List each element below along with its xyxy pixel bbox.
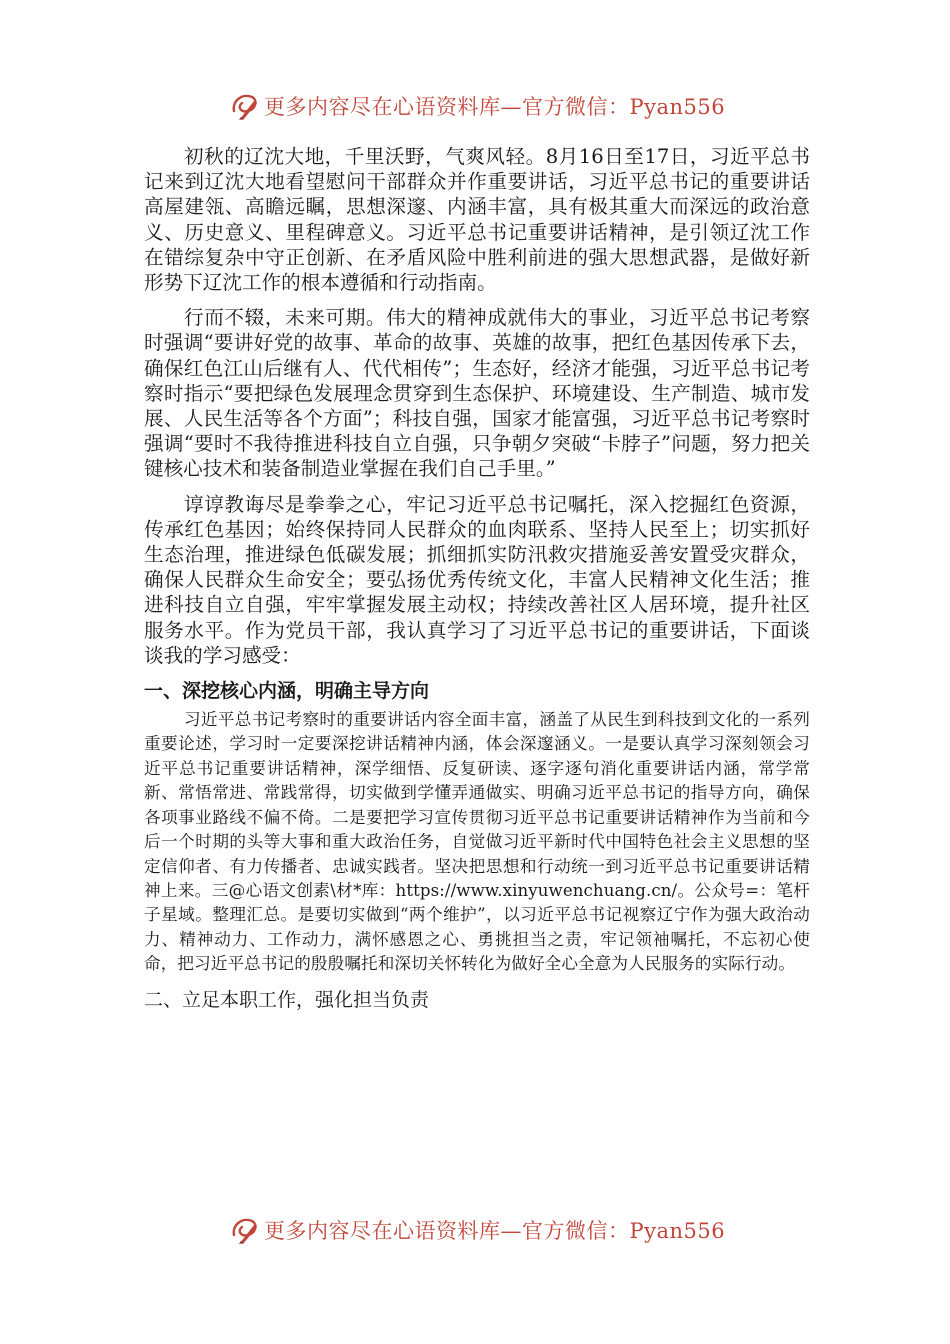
section-2-heading: 二、立足本职工作，强化担当负责 xyxy=(144,988,430,1011)
pen-swirl-logo-icon xyxy=(228,1213,262,1247)
footer-banner xyxy=(228,1212,788,1248)
intro-paragraph-2: 行而不辍，未来可期。伟大的精神成就伟大的事业，习近平总书记考察时强调“要讲好党的故事、革命的故事、英雄的故事，把红色基因传承下去，确保红色江山后继有人、代代相传”；生态好，经济才能强，习近平总书记考察时指示“要把绿色发展理念贯穿到生态保护、环境建设、生产制造、城市发展、人民生活等各个方面”；科技自强，国家才能富强，习近平总书记考察时强调“要时不我待推进科技自立自强，只争朝夕突破“卡脖子”问题，努力把关键核心技术和装备制造业掌握在我们自己手里。” xyxy=(144,306,810,481)
document-body xyxy=(144,144,810,1013)
intro-paragraph-3: 谆谆教诲尽是拳拳之心，牢记习近平总书记嘱托，深入挖掘红色资源，传承红色基因；始终保持同人民群众的血肉联系、坚持人民至上；切实抓好生态治理，推进绿色低碳发展；抓细抓实防汛救灾措施妥善安置受灾群众，确保人民群众生命安全；要弘扬优秀传统文化，丰富人民精神文化生活；推进科技自立自强，牢牢掌握发展主动权；持续改善社区人居环境，提升社区服务水平。作为党员干部，我认真学习了习近平总书记的重要讲话，下面谈谈我的学习感受： xyxy=(144,492,810,667)
header-banner xyxy=(228,88,788,124)
banner-text: 更多内容尽在心语资料库—官方微信：Pyan556 xyxy=(264,1219,726,1243)
section-1-paragraph: 习近平总书记考察时的重要讲话内容全面丰富，涵盖了从民生到科技到文化的一系列重要论述，学习时一定要深挖讲话精神内涵，体会深邃涵义。一是要认真学习深刻领会习近平总书记重要讲话精神，深学细悟、反复研读、逐字逐句消化重要讲话内涵，常学常新、常悟常进、常践常得，切实做到学懂弄通做实、明确习近平总书记的指导方向，确保各项事业路线不偏不倚。二是要把学习宣传贯彻习近平总书记重要讲话精神作为当前和今后一个时期的头等大事和重大政治任务，自觉做习近平新时代中国特色社会主义思想的坚定信仰者、有力传播者、忠诚实践者。坚决把思想和行动统一到习近平总书记重要讲话精神上来。三@心语文创素\材*库：https://www.xinyuwenchuang.cn/。公众号=：笔杆子星域。整理汇总。是要切实做到“两个维护”，以习近平总书记视察辽宁作为强大政治动力、精神动力、工作动力，满怀感恩之心、勇挑担当之责，牢记领袖嘱托，不忘初心使命，把习近平总书记的殷殷嘱托和深切关怀转化为做好全心全意为人民服务的实际行动。 xyxy=(144,710,810,974)
banner-text: 更多内容尽在心语资料库—官方微信：Pyan556 xyxy=(264,95,726,119)
intro-paragraph-1: 初秋的辽沈大地，千里沃野，气爽风轻。8月16日至17日，习近平总书记来到辽沈大地看望慰问干部群众并作重要讲话，习近平总书记的重要讲话高屋建瓴、高瞻远瞩，思想深邃、内涵丰富，具有极其重大而深远的政治意义、历史意义、里程碑意义。习近平总书记重要讲话精神，是引领辽沈工作在错综复杂中守正创新、在矛盾风险中胜利前进的强大思想武器，是做好新形势下辽沈工作的根本遵循和行动指南。 xyxy=(144,145,810,295)
pen-swirl-logo-icon xyxy=(228,89,262,123)
section-1-heading: 一、深挖核心内涵，明确主导方向 xyxy=(144,680,430,703)
